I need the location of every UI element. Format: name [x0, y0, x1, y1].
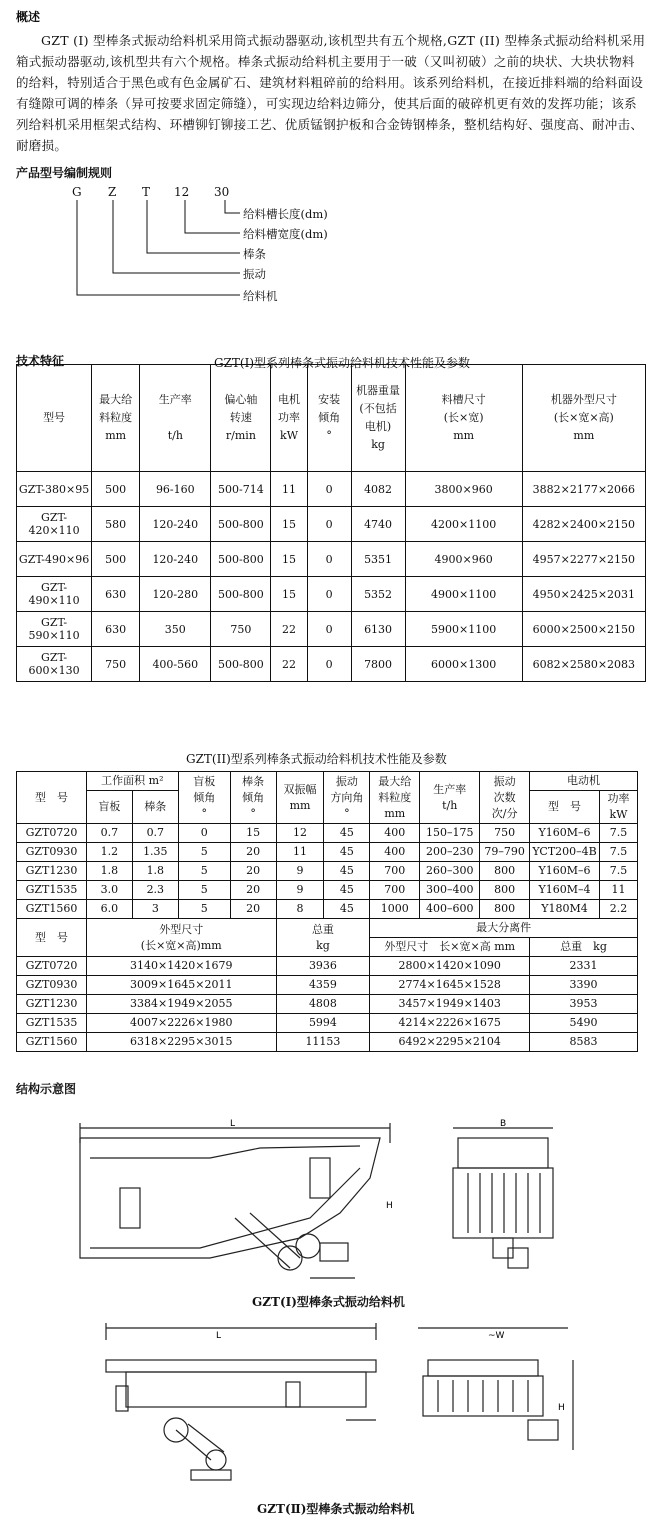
- table1-row: [17, 647, 646, 682]
- t2b-cell: 5994: [276, 1014, 370, 1033]
- t1-cell: 6000×2500×2150: [522, 612, 645, 647]
- t2b-cell: 4214×2226×1675: [370, 1014, 530, 1033]
- t2-cell: 260–300: [420, 862, 480, 881]
- t1-cell: 22: [271, 612, 307, 647]
- overview-paragraph: GZT (I) 型棒条式振动给料机采用筒式振动器驱动,该机型共有五个规格,GZT (II) 型棒条式振动给料机采用箱式振动器驱动,该机型共有六个规格。棒条式振动给料机主要用于一破（又叫初破）之前的块状、大块状物料的给料，特别适合于黑色或有色金属矿石、建筑材料粗碎前的给料用。该系列给料机，在接近排料端的给料面设有缝隙可调的棒条（异可按要求固定筛缝），可实现边给料边筛分，使其后面的破碎机更有效的发挥功能；该系列给料机采用框架式结构、环槽铆钉铆接工艺、优质锰钢护板和合金铸钢棒条，整机结构好、强度高、耐冲击、耐磨损。: [16, 33, 646, 153]
- table2b-row: [17, 1014, 638, 1033]
- table2b-row: [17, 957, 638, 976]
- t2-h-amplitude: 双振幅 mm: [276, 772, 324, 824]
- t1-cell: 5900×1100: [405, 612, 522, 647]
- code-label-vibration: 振动: [243, 267, 266, 281]
- t1-header-4: 电机 功率 kW: [271, 365, 307, 472]
- t1-cell: 96-160: [140, 472, 211, 507]
- t1-cell: 22: [271, 647, 307, 682]
- model-code-diagram: [70, 185, 370, 310]
- t2b-cell: 5490: [530, 1014, 638, 1033]
- t1-cell: 500-800: [211, 647, 271, 682]
- t1-cell: GZT-490×96: [17, 542, 92, 577]
- caption-gzt1: GZT(Ⅰ)型棒条式振动给料机: [252, 1295, 405, 1309]
- code-letter-z: Z: [108, 185, 117, 199]
- t2-cell: 1000: [370, 900, 420, 919]
- t1-cell: 500: [92, 542, 140, 577]
- table1: [16, 364, 646, 682]
- t1-cell: 0: [307, 612, 351, 647]
- t1-cell: 120-280: [140, 577, 211, 612]
- t2-h-area-bar: 棒条: [132, 791, 178, 824]
- t2-cell: 750: [480, 824, 530, 843]
- t2b-cell: 4359: [276, 976, 370, 995]
- t2b-cell: 6492×2295×2104: [370, 1033, 530, 1052]
- t2b-cell: 3953: [530, 995, 638, 1014]
- t2-h2-weight: 总重 kg: [276, 919, 370, 957]
- t2-cell: 5: [178, 900, 230, 919]
- t2-h-bar-angle: 棒条 倾角 °: [230, 772, 276, 824]
- t2-h-model: 型 号: [17, 772, 87, 824]
- table2-row: [17, 881, 638, 900]
- t1-cell: 500-800: [211, 542, 271, 577]
- t2b-cell: 8583: [530, 1033, 638, 1052]
- t2-cell: 45: [324, 843, 370, 862]
- t2-cell: 11: [600, 881, 638, 900]
- t1-cell: 15: [271, 507, 307, 542]
- gzt2-dim-W: ~W: [488, 1331, 505, 1341]
- table2-row: [17, 824, 638, 843]
- overview-title: 概述: [16, 10, 41, 24]
- tech-title: 技术特征: [16, 354, 65, 368]
- t1-header-7: 料槽尺寸 (长×宽) mm: [405, 365, 522, 472]
- t1-cell: 11: [271, 472, 307, 507]
- t2-cell: 400: [370, 843, 420, 862]
- table1-row: [17, 472, 646, 507]
- t1-cell: 4900×1100: [405, 577, 522, 612]
- gzt1-dim-L: L: [230, 1119, 236, 1129]
- t1-cell: 0: [307, 647, 351, 682]
- model-code-title: 产品型号编制规则: [16, 166, 113, 180]
- gzt2-side-view: [96, 1320, 386, 1485]
- t2-cell: 700: [370, 862, 420, 881]
- t2-cell: 45: [324, 881, 370, 900]
- t2-cell: Y160M–6: [530, 824, 600, 843]
- t1-cell: GZT-590×110: [17, 612, 92, 647]
- gzt2-dim-H: H: [558, 1403, 565, 1413]
- t2-cell: GZT1230: [17, 862, 87, 881]
- table2b-row: [17, 976, 638, 995]
- t1-cell: 0: [307, 472, 351, 507]
- t2-cell: 1.35: [132, 843, 178, 862]
- t2-cell: 150–175: [420, 824, 480, 843]
- t2-cell: 800: [480, 881, 530, 900]
- t2-h2-part-dims: 外型尺寸 长×宽×高 mm: [370, 938, 530, 957]
- table2-row: [17, 900, 638, 919]
- code-number-length: 30: [214, 185, 230, 199]
- t2-cell: Y180M4: [530, 900, 600, 919]
- t2-h-area-plate: 盲板: [86, 791, 132, 824]
- t1-cell: 500-800: [211, 577, 271, 612]
- t1-cell: GZT-420×110: [17, 507, 92, 542]
- t2-cell: Y160M–6: [530, 862, 600, 881]
- table1-header-row: [17, 365, 646, 472]
- t1-cell: 15: [271, 542, 307, 577]
- t2b-cell: 3936: [276, 957, 370, 976]
- t1-cell: 400-560: [140, 647, 211, 682]
- t2-cell: 45: [324, 824, 370, 843]
- t2-cell: 5: [178, 881, 230, 900]
- t2-h2-model: 型 号: [17, 919, 87, 957]
- t2-h-vib-dir: 振动 方向角 °: [324, 772, 370, 824]
- t2-cell: 300–400: [420, 881, 480, 900]
- t1-cell: 630: [92, 577, 140, 612]
- t2-cell: 400: [370, 824, 420, 843]
- model-code-lines: [70, 185, 370, 310]
- t2-cell: 0: [178, 824, 230, 843]
- t2-cell: 7.5: [600, 824, 638, 843]
- table1-title: GZT(I)型系列棒条式振动给料机技术性能及参数: [214, 356, 471, 370]
- code-letter-g: G: [72, 185, 82, 199]
- table2-body2: [17, 957, 638, 1052]
- t1-cell: 6082×2580×2083: [522, 647, 645, 682]
- t1-cell: 500-714: [211, 472, 271, 507]
- code-label-width: 给料槽宽度(dm): [243, 227, 328, 241]
- table2-row: [17, 843, 638, 862]
- t2b-cell: 3457×1949×1403: [370, 995, 530, 1014]
- table1-row: [17, 507, 646, 542]
- t2-h-motor-power: 功率 kW: [600, 791, 638, 824]
- t2-cell: 7.5: [600, 843, 638, 862]
- t2-cell: GZT1535: [17, 881, 87, 900]
- t2-cell: 5: [178, 862, 230, 881]
- t2-cell: 12: [276, 824, 324, 843]
- t2b-cell: GZT0930: [17, 976, 87, 995]
- t1-cell: 4957×2277×2150: [522, 542, 645, 577]
- t1-cell: GZT-600×130: [17, 647, 92, 682]
- t2-cell: Y160M–4: [530, 881, 600, 900]
- t2b-cell: 3009×1645×2011: [86, 976, 276, 995]
- t2b-cell: 2331: [530, 957, 638, 976]
- t1-cell: GZT-490×110: [17, 577, 92, 612]
- t1-cell: 3800×960: [405, 472, 522, 507]
- t2-cell: 800: [480, 862, 530, 881]
- t2-h-capacity: 生产率 t/h: [420, 772, 480, 824]
- table2b-row: [17, 1033, 638, 1052]
- t2-h2-part-weight: 总重 kg: [530, 938, 638, 957]
- t1-header-6: 机器重量 (不包括 电机) kg: [351, 365, 405, 472]
- t2-cell: GZT0930: [17, 843, 87, 862]
- t2-cell: 45: [324, 862, 370, 881]
- gzt1-end-view: [438, 1118, 568, 1286]
- gzt1-dim-H: H: [386, 1201, 393, 1211]
- t2-cell: 5: [178, 843, 230, 862]
- t1-header-8: 机器外型尺寸 (长×宽×高) mm: [522, 365, 645, 472]
- table2-row: [17, 862, 638, 881]
- t2-cell: 800: [480, 900, 530, 919]
- t1-cell: 5351: [351, 542, 405, 577]
- t1-cell: 4900×960: [405, 542, 522, 577]
- t2b-cell: 2774×1645×1528: [370, 976, 530, 995]
- gzt2-dim-L: L: [216, 1331, 222, 1341]
- t1-cell: 3882×2177×2066: [522, 472, 645, 507]
- t1-cell: 580: [92, 507, 140, 542]
- t2-cell: GZT0720: [17, 824, 87, 843]
- t2-cell: 20: [230, 900, 276, 919]
- t1-cell: 6130: [351, 612, 405, 647]
- t2-h-max-feed: 最大给 料粒度 mm: [370, 772, 420, 824]
- t2-cell: 2.3: [132, 881, 178, 900]
- t2b-cell: 4808: [276, 995, 370, 1014]
- t2b-cell: 2800×1420×1090: [370, 957, 530, 976]
- t2-cell: 20: [230, 881, 276, 900]
- t1-header-1: 最大给 料粒度 mm: [92, 365, 140, 472]
- gzt2-end-view: [408, 1320, 578, 1470]
- t1-cell: 0: [307, 507, 351, 542]
- caption-gzt2: GZT(Ⅱ)型棒条式振动给料机: [257, 1502, 415, 1516]
- structure-title: 结构示意图: [16, 1082, 77, 1096]
- t1-cell: 4200×1100: [405, 507, 522, 542]
- t2-cell: 2.2: [600, 900, 638, 919]
- t1-header-0: 型号: [17, 365, 92, 472]
- t2b-cell: GZT1230: [17, 995, 87, 1014]
- code-label-bar: 棒条: [243, 247, 266, 261]
- t2-h-motor: 电动机: [530, 772, 638, 791]
- t1-cell: 6000×1300: [405, 647, 522, 682]
- t2-h2-max-part: 最大分离件: [370, 919, 638, 938]
- t2-cell: 8: [276, 900, 324, 919]
- gzt1-side-view: [60, 1118, 400, 1286]
- t2-cell: 200–230: [420, 843, 480, 862]
- t1-cell: 500: [92, 472, 140, 507]
- t2-cell: YCT200–4B: [530, 843, 600, 862]
- t2b-cell: 11153: [276, 1033, 370, 1052]
- t1-cell: 750: [211, 612, 271, 647]
- t1-cell: 5352: [351, 577, 405, 612]
- t1-cell: 350: [140, 612, 211, 647]
- t2-cell: 79–790: [480, 843, 530, 862]
- code-number-width: 12: [174, 185, 190, 199]
- t2b-cell: GZT0720: [17, 957, 87, 976]
- t1-header-2: 生产率 t/h: [140, 365, 211, 472]
- t2-cell: 6.0: [86, 900, 132, 919]
- code-label-length: 给料槽长度(dm): [243, 207, 328, 221]
- t1-cell: 4740: [351, 507, 405, 542]
- table1-row: [17, 612, 646, 647]
- t2-cell: 700: [370, 881, 420, 900]
- t2b-cell: 3390: [530, 976, 638, 995]
- t1-header-3: 偏心轴 转速 r/min: [211, 365, 271, 472]
- t1-cell: GZT-380×95: [17, 472, 92, 507]
- t1-cell: 4950×2425×2031: [522, 577, 645, 612]
- t2-cell: 9: [276, 862, 324, 881]
- t1-cell: 15: [271, 577, 307, 612]
- table1-row: [17, 542, 646, 577]
- t2-cell: 20: [230, 862, 276, 881]
- table1-row: [17, 577, 646, 612]
- t2-cell: 7.5: [600, 862, 638, 881]
- t1-cell: 120-240: [140, 542, 211, 577]
- t1-cell: 4282×2400×2150: [522, 507, 645, 542]
- t2-h-motor-model: 型 号: [530, 791, 600, 824]
- t2-h-area: 工作面积 m²: [86, 772, 178, 791]
- t2-cell: 15: [230, 824, 276, 843]
- t1-cell: 4082: [351, 472, 405, 507]
- t2b-cell: GZT1560: [17, 1033, 87, 1052]
- t1-cell: 7800: [351, 647, 405, 682]
- t2-cell: 3: [132, 900, 178, 919]
- t1-cell: 630: [92, 612, 140, 647]
- t2-cell: 1.2: [86, 843, 132, 862]
- table2: [16, 771, 638, 1052]
- gzt1-dim-B: B: [500, 1119, 507, 1129]
- t2-cell: 20: [230, 843, 276, 862]
- t1-cell: 750: [92, 647, 140, 682]
- code-letter-t: T: [142, 185, 151, 199]
- t2-h-vib-freq: 振动 次数 次/分: [480, 772, 530, 824]
- t1-cell: 0: [307, 577, 351, 612]
- table2-body1: [17, 824, 638, 919]
- t2b-cell: 3384×1949×2055: [86, 995, 276, 1014]
- t1-cell: 500-800: [211, 507, 271, 542]
- t2-h-plate-angle: 盲板 倾角 °: [178, 772, 230, 824]
- t1-header-5: 安装 倾角 °: [307, 365, 351, 472]
- t2-cell: 9: [276, 881, 324, 900]
- t2b-cell: 3140×1420×1679: [86, 957, 276, 976]
- t2-cell: 1.8: [132, 862, 178, 881]
- table2b-row: [17, 995, 638, 1014]
- t2b-cell: 4007×2226×1980: [86, 1014, 276, 1033]
- t2-cell: 3.0: [86, 881, 132, 900]
- t2-cell: GZT1560: [17, 900, 87, 919]
- table2-title: GZT(II)型系列棒条式振动给料机技术性能及参数: [186, 752, 447, 766]
- t2b-cell: 6318×2295×3015: [86, 1033, 276, 1052]
- t2-cell: 0.7: [132, 824, 178, 843]
- t2-cell: 400–600: [420, 900, 480, 919]
- t1-cell: 120-240: [140, 507, 211, 542]
- t2-cell: 1.8: [86, 862, 132, 881]
- t2-h2-dims: 外型尺寸 (长×宽×高)mm: [86, 919, 276, 957]
- t2-cell: 45: [324, 900, 370, 919]
- t1-cell: 0: [307, 542, 351, 577]
- t2b-cell: GZT1535: [17, 1014, 87, 1033]
- t2-cell: 0.7: [86, 824, 132, 843]
- code-label-feeder: 给料机: [243, 289, 278, 303]
- t2-cell: 11: [276, 843, 324, 862]
